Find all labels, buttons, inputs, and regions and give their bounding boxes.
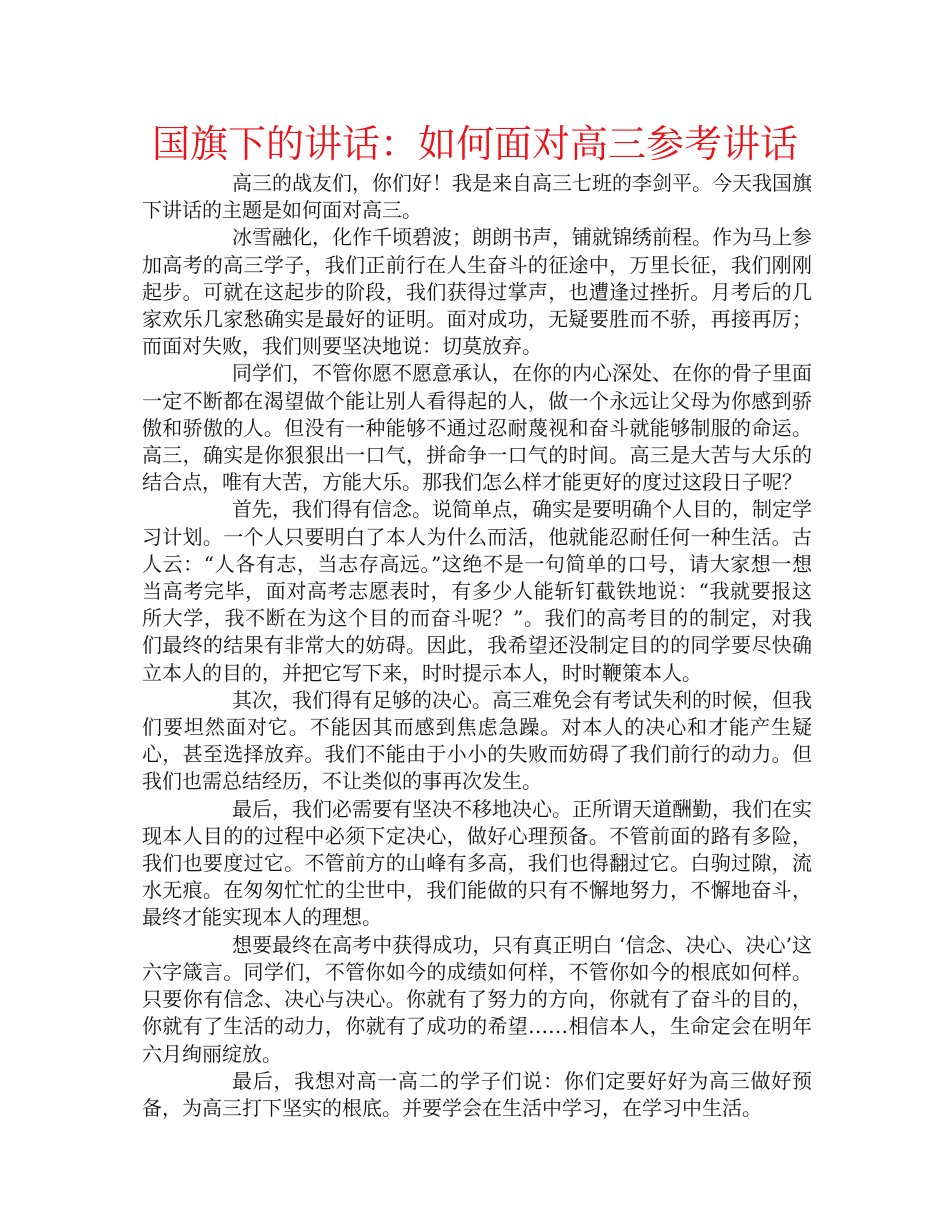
paragraph: 其次，我们得有足够的决心。高三难免会有考试失利的时候，但我们要坦然面对它。不能因其而感到焦虑急躁。对本人的决心和才能产生疑心，甚至选择放弃。我们不能由于小小的失败而妨碍了我们前行的动力。但我们也需总结经历，不让类似的事再次发生。 [142, 687, 812, 794]
document-title: 国旗下的讲话：如何面对高三参考讲话 [151, 122, 798, 166]
paragraph: 首先，我们得有信念。说简单点，确实是要明确个人目的，制定学习计划。一个人只要明白了本人为什么而活，他就能忍耐任何一种生活。古人云：“人各有志，当志存高远。”这绝不是一句简单的口号，请大家想一想当高考完毕，面对高考志愿表时，有多少人能斩钉截铁地说：“我就要报这所大学，我不断在为这个目的而奋斗呢？”。我们的高考目的的制定，对我们最终的结果有非常大的妨碍。因此，我希望还没制定目的的同学要尽快确立本人的目的，并把它写下来，时时提示本人，时时鞭策本人。 [142, 497, 812, 685]
paragraph: 冰雪融化，化作千顷碧波；朗朗书声，铺就锦绣前程。作为马上参加高考的高三学子，我们正前行在人生奋斗的征途中，万里长征，我们刚刚起步。可就在这起步的阶段，我们获得过掌声，也遭逢过挫折。月考后的几家欢乐几家愁确实是最好的证明。面对成功，无疑要胜而不骄，再接再厉；而面对失败，我们则要坚决地说：切莫放弃。 [142, 225, 812, 359]
document-body [142, 170, 812, 1122]
paragraph: 最后，我想对高一高二的学子们说：你们定要好好为高三做好预备，为高三打下坚实的根底。并要学会在生活中学习，在学习中生活。 [142, 1068, 812, 1120]
paragraph: 想要最终在高考中获得成功，只有真正明白 ‘信念、决心、决心’这六字箴言。同学们，不管你如今的成绩如何样，不管你如今的根底如何样。只要你有信念、决心与决心。你就有了努力的方向，你就有了奋斗的目的，你就有了生活的动力，你就有了成功的希望……相信本人，生命定会在明年六月绚丽绽放。 [142, 932, 812, 1066]
paragraph: 高三的战友们，你们好！我是来自高三七班的李剑平。今天我国旗下讲话的主题是如何面对高三。 [142, 171, 812, 223]
paragraph: 同学们，不管你愿不愿意承认，在你的内心深处、在你的骨子里面一定不断都在渴望做个能让别人看得起的人，做一个永远让父母为你感到骄傲和骄傲的人。但没有一种能够不通过忍耐蔑视和奋斗就能够制服的命运。高三，确实是你狠狠出一口气，拼命争一口气的时间。高三是大苦与大乐的结合点，唯有大苦，方能大乐。那我们怎么样才能更好的度过这段日子呢？ [142, 361, 812, 495]
paragraph: 最后，我们必需要有坚决不移地决心。正所谓天道酬勤，我们在实现本人目的的过程中必须下定决心，做好心理预备。不管前面的路有多险，我们也要度过它。不管前方的山峰有多高，我们也得翻过它。白驹过隙，流水无痕。在匆匆忙忙的尘世中，我们能做的只有不懈地努力，不懈地奋斗，最终才能实现本人的理想。 [142, 796, 812, 930]
